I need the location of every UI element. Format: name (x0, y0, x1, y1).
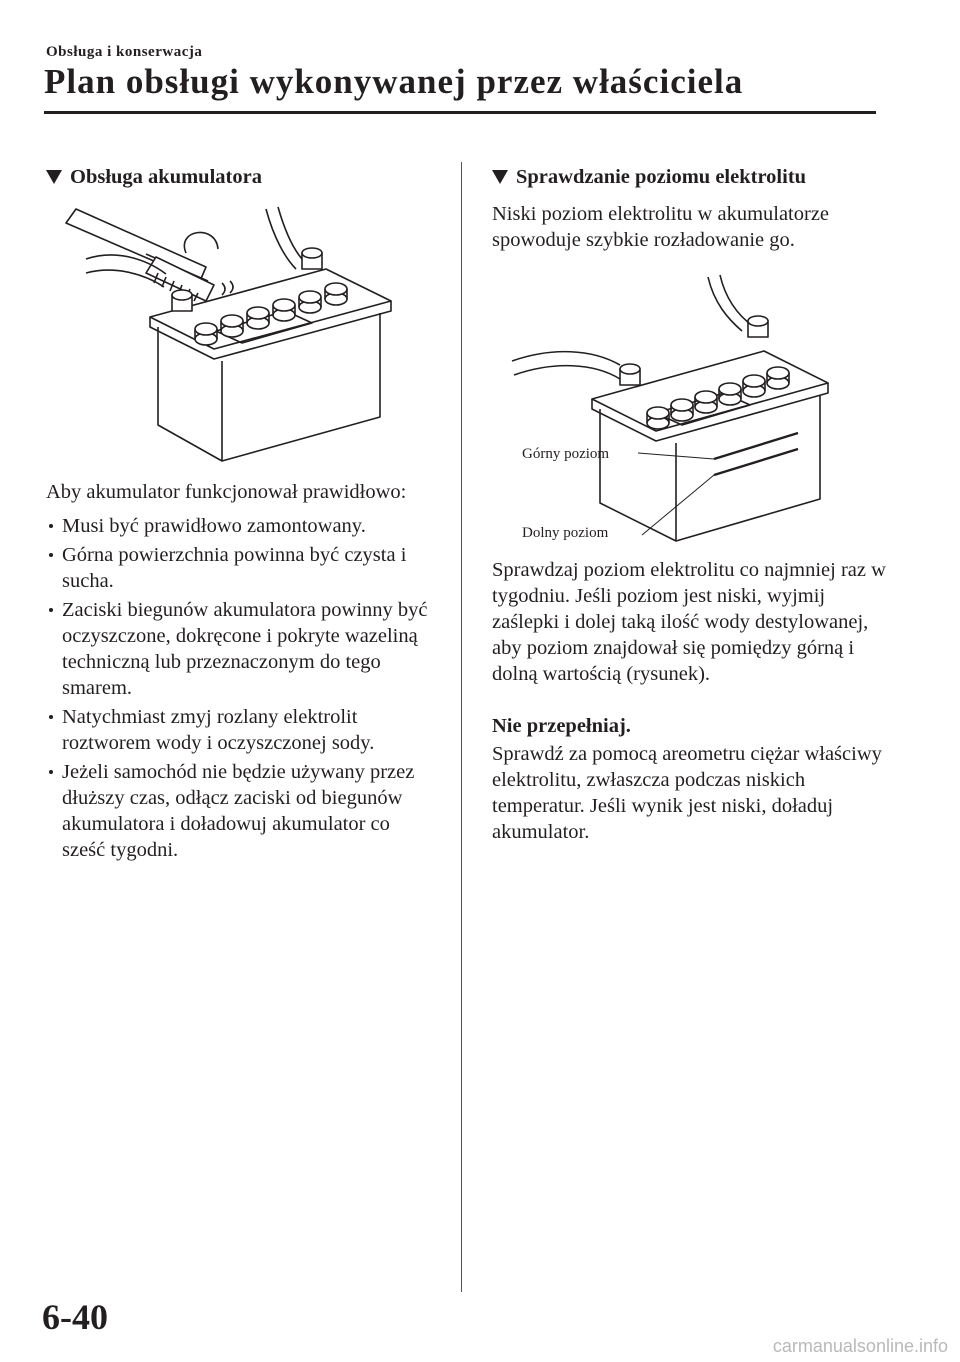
list-item-text: Natychmiast zmyj rozlany elektrolit roztworem wody i oczyszczonej sody. (62, 706, 375, 754)
list-item-text: Zaciski biegunów akumulatora powinny być oczyszczone, dokręcone i pokryte wazeliną techniczną lub przeznaczonym do tego smarem. (62, 599, 428, 699)
triangle-marker-icon (492, 170, 508, 184)
triangle-marker-icon (46, 170, 62, 184)
bullet-icon (49, 770, 53, 774)
list-item-text: Górna powierzchnia powinna być czysta i sucha. (62, 544, 407, 592)
check-instructions: Sprawdzaj poziom elektrolitu co najmniej raz w tygodniu. Jeśli poziom jest niski, wyjmij zaślepki i dolej taką ilość wody destylowanej, aby poziom znajdował się pomiędzy górną i dolną wartością (rysunek). (492, 559, 886, 685)
upper-level-label: Górny poziom (522, 446, 610, 462)
bullet-icon (49, 715, 53, 719)
left-column (46, 163, 438, 866)
bullet-list (46, 513, 438, 863)
breadcrumb: Obsługa i konserwacja (46, 44, 203, 60)
list-item-text: Jeżeli samochód nie będzie używany przez dłuższy czas, odłącz zaciski od biegunów akumulatora i doładowuj akumulator co sześć tygodni. (62, 761, 415, 861)
page-number: 6-40 (42, 1297, 108, 1337)
title-rule (44, 111, 876, 114)
battery-cleaning-illustration (46, 199, 416, 469)
bullet-icon (49, 524, 53, 528)
watermark: carmanualsonline.info (772, 1336, 948, 1356)
page-title: Plan obsługi wykonywanej przez właściciela (44, 62, 744, 101)
right-column (492, 163, 892, 845)
list-item (46, 704, 438, 756)
section-heading-text: Obsługa akumulatora (70, 166, 262, 188)
section-heading-text: Sprawdzanie poziomu elektrolitu (516, 166, 807, 188)
hydrometer-instructions: Sprawdź za pomocą areometru ciężar właściwy elektrolitu, zwłaszcza podczas niskich temperatur. Jeśli wynik jest niski, doładuj akumulator. (492, 743, 882, 843)
list-item (46, 759, 438, 863)
section-heading-battery-maintenance (46, 163, 438, 191)
list-item-text: Musi być prawidłowo zamontowany. (62, 515, 366, 537)
bullet-icon (49, 553, 53, 557)
list-item (46, 597, 438, 701)
list-item (46, 542, 438, 594)
section-heading-electrolyte-level (492, 163, 892, 191)
bullet-icon (49, 608, 53, 612)
warning-subhead: Nie przepełniaj. (492, 715, 631, 737)
list-item (46, 513, 438, 539)
intro-text: Aby akumulator funkcjonował prawidłowo: (46, 481, 407, 503)
intro-text: Niski poziom elektrolitu w akumulatorze spowoduje szybkie rozładowanie go. (492, 203, 830, 251)
lower-level-label: Dolny poziom (522, 525, 609, 541)
column-divider (461, 162, 462, 1292)
electrolyte-level-illustration (492, 273, 872, 543)
